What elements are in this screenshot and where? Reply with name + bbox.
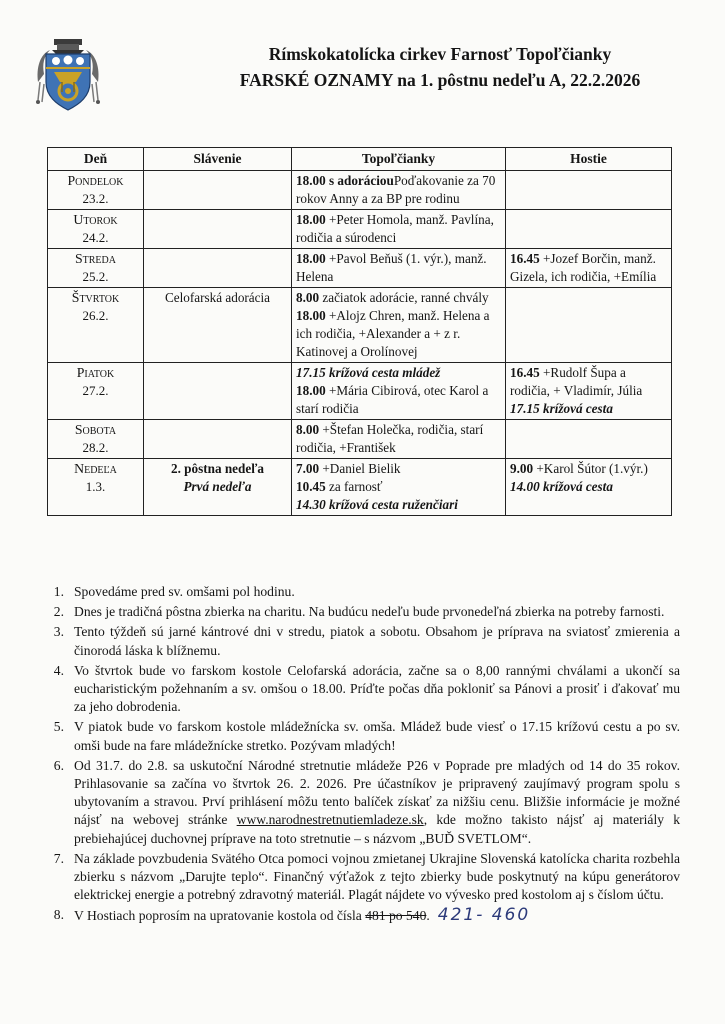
hostie-cell (506, 363, 672, 420)
text-segment: 481 po 540 (365, 908, 427, 924)
topolcianky-cell (292, 459, 506, 516)
topolcianky-cell (292, 249, 506, 288)
text-segment: 8.00 (296, 290, 320, 305)
text-segment: začiatok adorácie, ranné chvály (319, 290, 489, 305)
day-date: 24.2. (82, 230, 109, 245)
day-date: 28.2. (82, 440, 109, 455)
text-segment: . (426, 908, 430, 924)
text-segment: +Rudolf Šupa a rodičia, + Vladimír, Júlia (510, 365, 643, 398)
text-segment: +Alojz Chren, manž. Helena a ich rodičia, +Alexander a + z r. Katinovej a Orolínovej (296, 308, 490, 359)
text-segment: 7.00 (296, 461, 320, 476)
text-segment: 14.30 krížová cesta ruženčiari (296, 497, 458, 512)
day-cell (48, 171, 144, 210)
list-item-number: 6. (53, 757, 64, 773)
col-header-hostie: Hostie (506, 148, 672, 171)
text-segment: Vo štvrtok bude vo farskom kostole Celofarská adorácia, začne sa o 8,00 rannými chválami a ukončí sa eucharistickým požehnaním a sv. omšou o 18.00. Príďte počas dňa pokloniť sa Pánovi a prosiť i ďakovať mu za jeho dobrodenia. (74, 662, 680, 715)
celebration-cell (144, 249, 292, 288)
text-segment: Spovedáme pred sv. omšami pol hodinu. (74, 584, 295, 599)
announcements-list (44, 583, 680, 928)
table-row (48, 249, 672, 288)
hostie-cell (506, 249, 672, 288)
list-item-number: 2. (53, 604, 64, 620)
list-item (44, 583, 680, 601)
celebration-name: Celofarská adorácia (164, 290, 271, 305)
day-name: Pondelok (67, 173, 124, 188)
list-item (44, 623, 680, 659)
day-date: 25.2. (82, 269, 109, 284)
text-segment: 17.15 krížová cesta (510, 401, 613, 416)
day-cell (48, 459, 144, 516)
text-segment: Od 31.7. do 2.8. sa uskutoční Národné stretnutie mládeže P26 v Poprade pre mladých od 14 do 35 rokov. Prihlasovanie sa začína vo štvrtok 26. 2. 2026. Pre účastníkov je pripravený zaujímavý program spolu s ubytovaním a stravou. Prví prihlásení môžu tento balíček získať za nižšiu cenu. Bližšie informácie je možné nájsť na webovej stránke (74, 757, 680, 828)
text-segment: 14.00 krížová cesta (510, 479, 613, 494)
day-cell (48, 420, 144, 459)
table-row (48, 210, 672, 249)
day-cell (48, 363, 144, 420)
text-segment: 18.00 (296, 308, 326, 323)
celebration-cell (144, 288, 292, 363)
text-segment: 16.45 (510, 251, 540, 266)
list-item (44, 906, 680, 925)
hostie-cell (506, 420, 672, 459)
list-item (44, 718, 680, 754)
day-date: 26.2. (82, 308, 109, 323)
celebration-name: 2. pôstna nedeľa (170, 461, 264, 476)
list-item (44, 850, 680, 905)
day-cell (48, 249, 144, 288)
text-segment: Tento týždeň sú jarné kántrové dni v stredu, piatok a sobotu. Obsahom je príprava na sviatosť zmierenia a činorodá láska k blížnemu. (74, 624, 680, 658)
list-item-number: 1. (53, 584, 64, 599)
hostie-cell (506, 459, 672, 516)
day-name: Štvrtok (71, 290, 120, 305)
text-segment: za farnosť (325, 479, 383, 494)
text-segment: 18.00 (296, 251, 326, 266)
day-name: Piatok (76, 365, 115, 380)
list-item-number: 5. (53, 719, 64, 735)
list-item-number: 3. (53, 624, 64, 640)
text-segment: V Hostiach poprosím na upratovanie kostola od čísla (74, 908, 366, 924)
celebration-cell (144, 459, 292, 516)
bulletin-title: FARSKÉ OZNAMY na 1. pôstnu nedeľu A, 22.2.2026 (239, 70, 641, 90)
day-name: Nedeľa (74, 461, 117, 476)
hostie-cell (506, 288, 672, 363)
list-item (44, 757, 680, 848)
celebration-cell (144, 171, 292, 210)
website-link[interactable]: www.narodnestretnutiemladeze.sk (236, 812, 424, 828)
text-segment: +Daniel Bielik (319, 461, 401, 476)
text-segment: +Mária Cibirová, otec Karol a starí rodičia (296, 383, 489, 416)
text-segment: 18.00 (296, 383, 326, 398)
hostie-cell (506, 210, 672, 249)
hostie-cell (506, 171, 672, 210)
text-segment: 16.45 (510, 365, 540, 380)
text-segment: 18.00 s adoráciou (296, 173, 394, 188)
day-name: Utorok (73, 212, 118, 227)
mass-schedule-table (47, 147, 672, 516)
table-row (48, 363, 672, 420)
handwritten-number-range: 421- 460 (437, 905, 531, 926)
text-segment: , kde možno takisto nájsť aj materiály k prebiehajúcej duchovnej príprave na toto stretnutie – s názvom „BUĎ SVETLOM“. (74, 812, 681, 846)
topolcianky-cell (292, 210, 506, 249)
celebration-cell (144, 210, 292, 249)
text-segment: +Štefan Holečka, rodičia, starí rodičia, +František (296, 422, 484, 455)
list-item (44, 662, 680, 717)
text-segment: 8.00 (296, 422, 320, 437)
topolcianky-cell (292, 363, 506, 420)
text-segment: +Pavol Beňuš (1. výr.), manž. Helena (296, 251, 487, 284)
table-row (48, 288, 672, 363)
text-segment: Poďakovanie za 70 rokov Anny a za BP pre rodinu (296, 173, 496, 206)
celebration-cell (144, 363, 292, 420)
day-name: Streda (74, 251, 116, 266)
text-segment: +Peter Homola, manž. Pavlína, rodičia a súrodenci (296, 212, 494, 245)
day-date: 27.2. (82, 383, 109, 398)
col-header-day: Deň (48, 148, 144, 171)
text-segment: V piatok bude vo farskom kostole mládežnícka sv. omša. Mládež bude viesť o 17.15 krížovú cestu a po sv. omši bude na fare mládežnícke stretko. Pozývam mladých! (74, 719, 680, 753)
parish-title: Rímskokatolícka cirkev Farnosť Topoľčianky (268, 44, 612, 64)
table-row (48, 171, 672, 210)
list-item-number: 7. (53, 850, 64, 866)
list-item-number: 8. (53, 907, 64, 923)
table-header-row (48, 148, 672, 171)
parish-crest-logo (32, 38, 104, 118)
col-header-celebration: Slávenie (144, 148, 292, 171)
table-row (48, 459, 672, 516)
day-name: Sobota (74, 422, 117, 437)
list-item (44, 603, 680, 621)
text-segment: Dnes je tradičná pôstna zbierka na charitu. Na budúcu nedeľu bude prvonedeľná zbierka na potreby farnosti. (74, 604, 665, 620)
text-segment: 10.45 (296, 479, 326, 494)
topolcianky-cell (292, 171, 506, 210)
text-segment: 9.00 (510, 461, 534, 476)
celebration-cell (144, 420, 292, 459)
text-segment: +Jozef Borčin, manž. Gizela, ich rodičia, +Emília (510, 251, 657, 284)
text-segment: 18.00 (296, 212, 326, 227)
text-segment: +Karol Šútor (1.výr.) (533, 461, 648, 476)
list-item-number: 4. (53, 662, 64, 678)
celebration-subtitle: Prvá nedeľa (183, 479, 252, 494)
col-header-topolcianky: Topoľčianky (292, 148, 506, 171)
day-date: 1.3. (85, 479, 106, 494)
table-row (48, 420, 672, 459)
text-segment: 17.15 krížová cesta mládež (296, 365, 441, 380)
topolcianky-cell (292, 288, 506, 363)
text-segment: Na základe povzbudenia Svätého Otca pomoci vojnou zmietanej Ukrajine Slovenská katolícka charita rozbehla zbierku s názvom „Darujte teplo“. Finančný výťažok z tejto zbierky bude poskytnutý na kúpu generátorov elektrickej energie a potrebný zdravotný materiál. Plagát nájdete vo vývesko pred kostolom aj s číslom účtu. (74, 850, 680, 903)
topolcianky-cell (292, 420, 506, 459)
day-date: 23.2. (82, 191, 109, 206)
day-cell (48, 210, 144, 249)
day-cell (48, 288, 144, 363)
